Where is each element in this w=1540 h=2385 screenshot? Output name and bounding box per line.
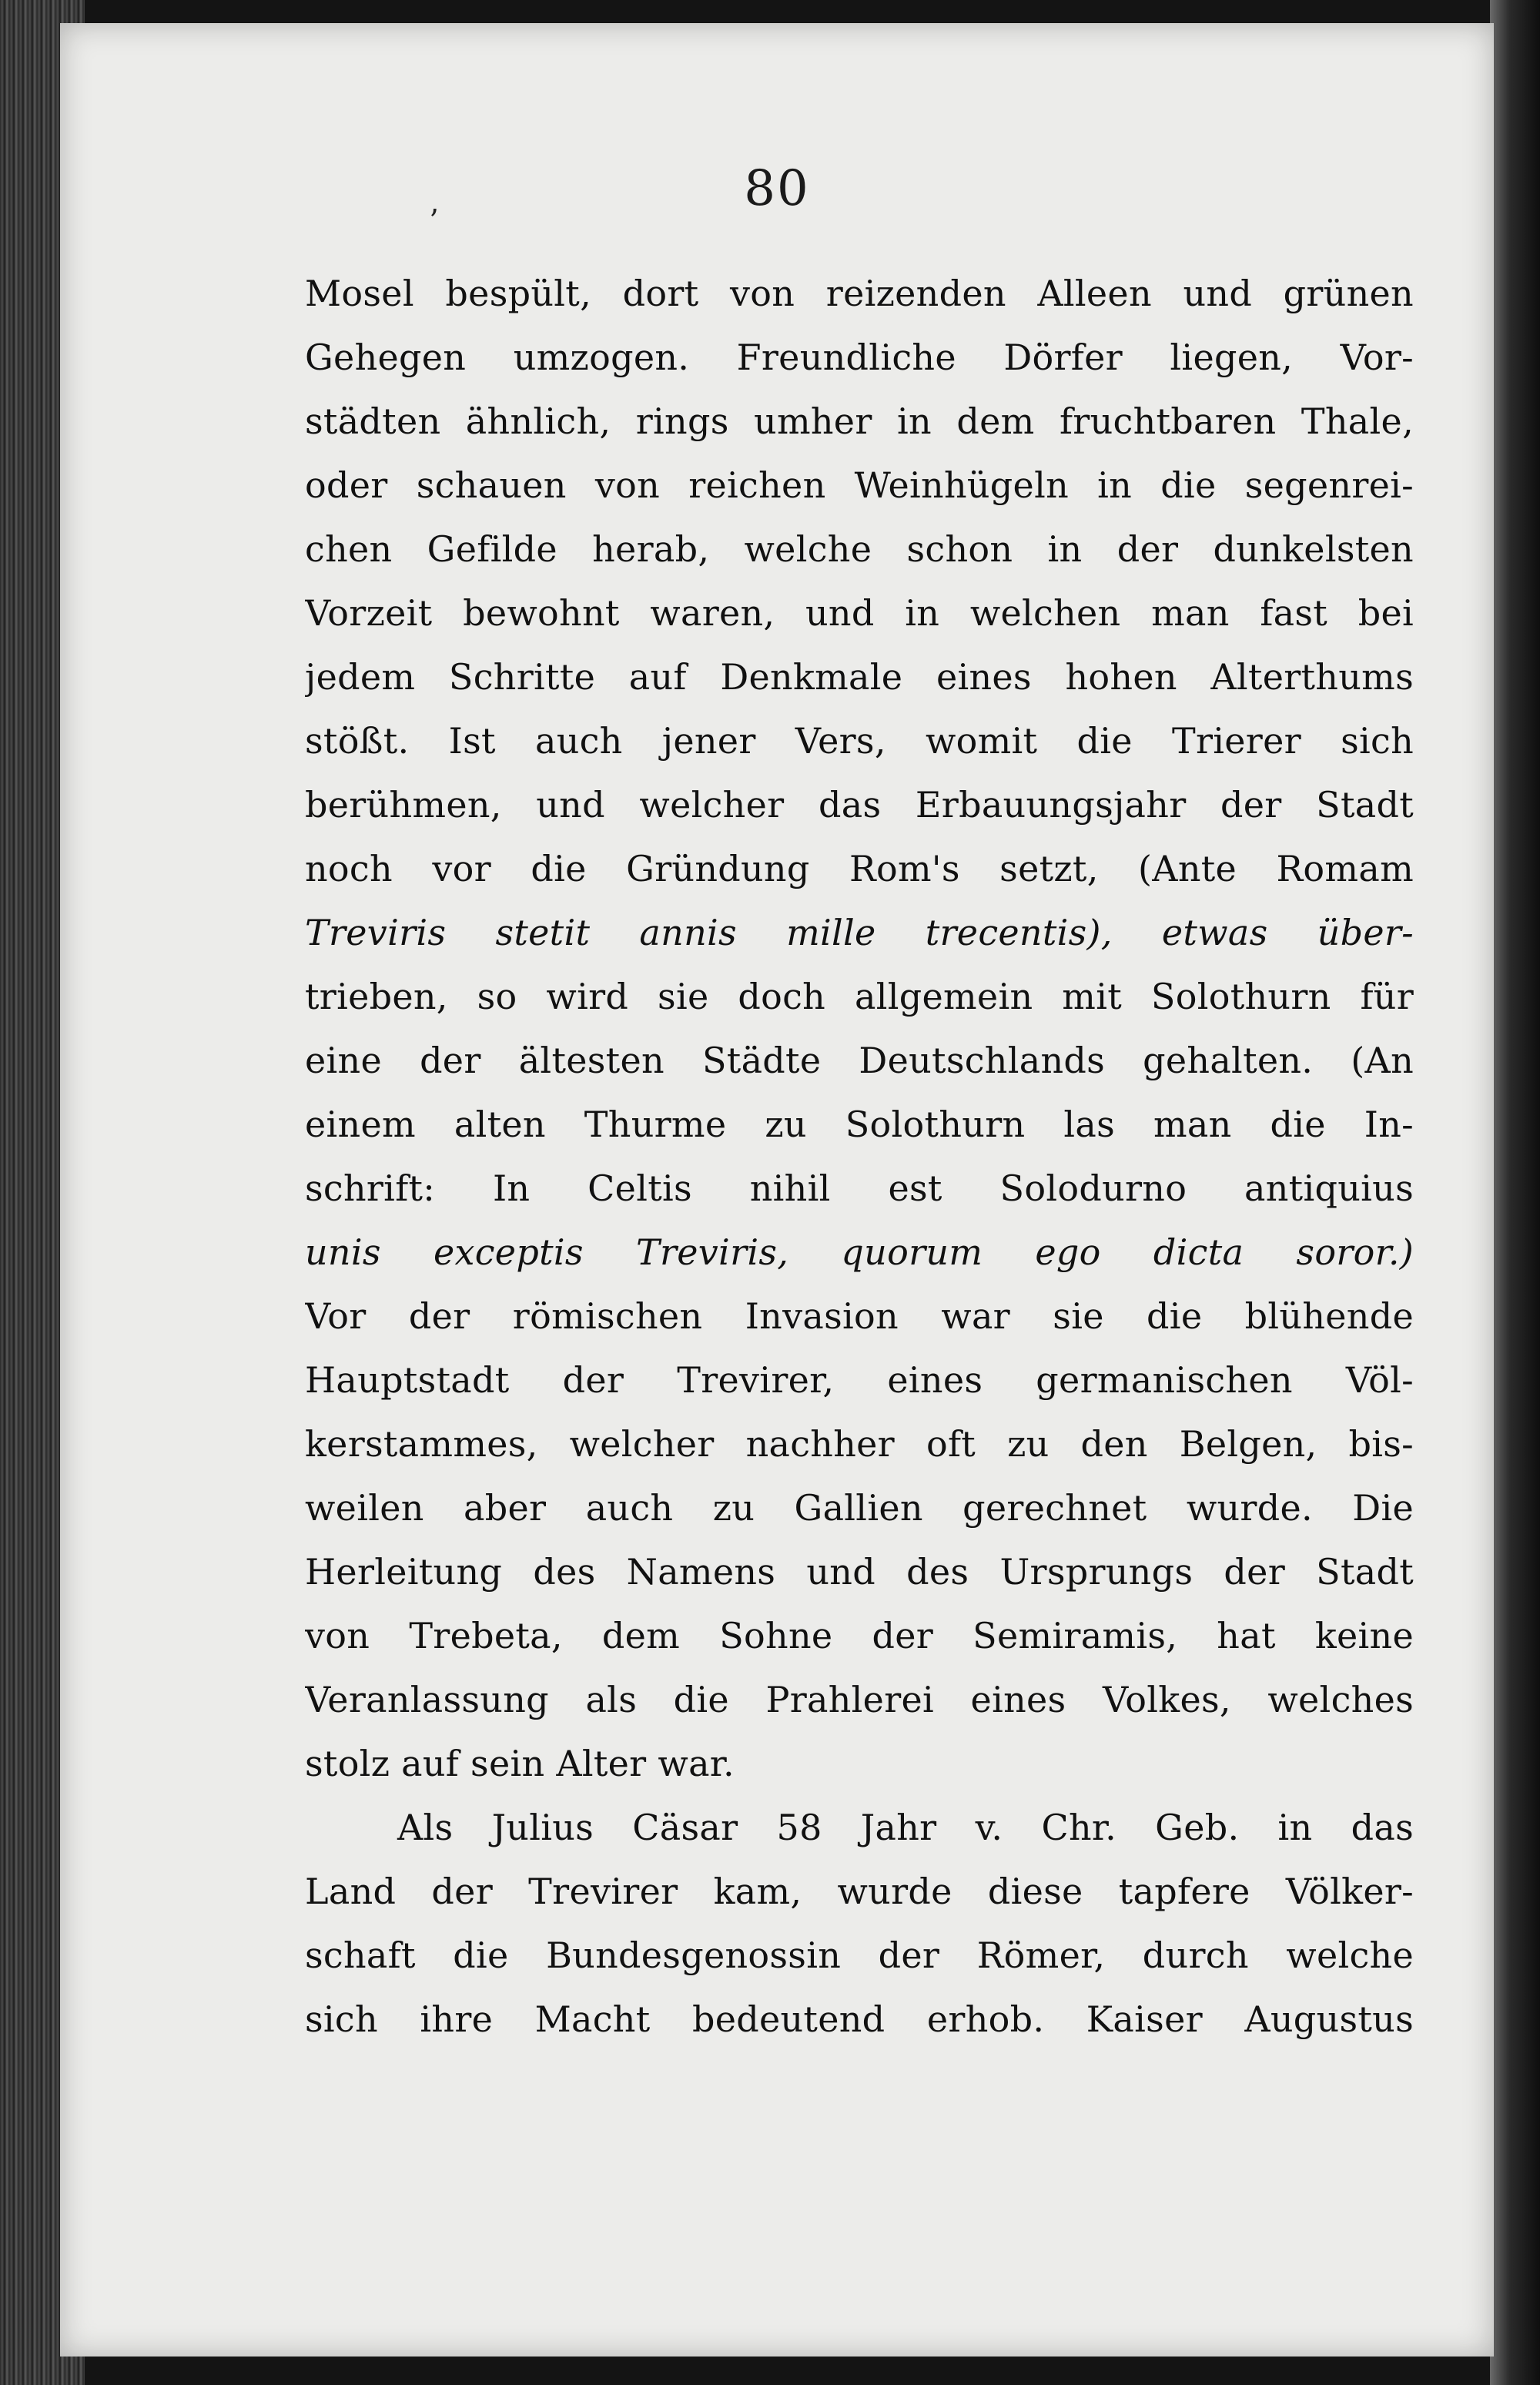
text-line: schaft die Bundesgenossin der Römer, durch welche: [305, 1934, 1414, 1976]
book-spine-shadow: [1490, 0, 1540, 2385]
text-line: Treviris stetit annis mille trecentis), etwas über-: [305, 912, 1414, 953]
body-text: [305, 262, 1414, 2052]
text-line: Herleitung des Namens und des Ursprungs der Stadt: [305, 1551, 1414, 1593]
text-line: noch vor die Gründung Rom's setzt, (Ante Romam: [305, 848, 1414, 889]
text-line: Vor der römischen Invasion war sie die blühende: [305, 1295, 1414, 1337]
text-line: trieben, so wird sie doch allgemein mit Solothurn für: [305, 976, 1414, 1017]
text-line: berühmen, und welcher das Erbauungsjahr der Stadt: [305, 784, 1414, 826]
text-line: stolz auf sein Alter war.: [305, 1743, 735, 1784]
text-line: eine der ältesten Städte Deutschlands gehalten. (An: [305, 1040, 1414, 1081]
text-line: unis exceptis Treviris, quorum ego dicta soror.): [305, 1231, 1414, 1273]
text-line: schrift: In Celtis nihil est Solodurno antiquius: [305, 1167, 1414, 1209]
text-line: Als Julius Cäsar 58 Jahr v. Chr. Geb. in das: [397, 1807, 1414, 1848]
page-number: 80: [744, 160, 810, 217]
text-line: Gehegen umzogen. Freundliche Dörfer liegen, Vor-: [305, 337, 1414, 378]
text-line: oder schauen von reichen Weinhügeln in die segenrei-: [305, 464, 1414, 506]
text-line: Vorzeit bewohnt waren, und in welchen man fast bei: [305, 592, 1414, 634]
text-line: kerstammes, welcher nachher oft zu den Belgen, bis-: [305, 1423, 1414, 1465]
text-line: städten ähnlich, rings umher in dem fruchtbaren Thale,: [305, 400, 1414, 442]
text-line: stößt. Ist auch jener Vers, womit die Trierer sich: [305, 720, 1414, 762]
text-line: chen Gefilde herab, welche schon in der dunkelsten: [305, 528, 1414, 570]
text-line: einem alten Thurme zu Solothurn las man die In-: [305, 1104, 1414, 1145]
text-line: Hauptstadt der Trevirer, eines germanischen Völ-: [305, 1359, 1414, 1401]
text-line: Mosel bespült, dort von reizenden Alleen und grünen: [305, 273, 1414, 314]
ink-mark: ʼ: [428, 204, 438, 240]
text-line: weilen aber auch zu Gallien gerechnet wurde. Die: [305, 1487, 1414, 1529]
text-line: Veranlassung als die Prahlerei eines Volkes, welches: [305, 1679, 1414, 1720]
text-line: Land der Trevirer kam, wurde diese tapfere Völker-: [305, 1871, 1414, 1912]
text-line: sich ihre Macht bedeutend erhob. Kaiser Augustus: [305, 1998, 1414, 2040]
book-page: [60, 23, 1494, 2357]
text-line: von Trebeta, dem Sohne der Semiramis, hat keine: [305, 1615, 1414, 1656]
text-line: jedem Schritte auf Denkmale eines hohen Alterthums: [305, 656, 1414, 698]
